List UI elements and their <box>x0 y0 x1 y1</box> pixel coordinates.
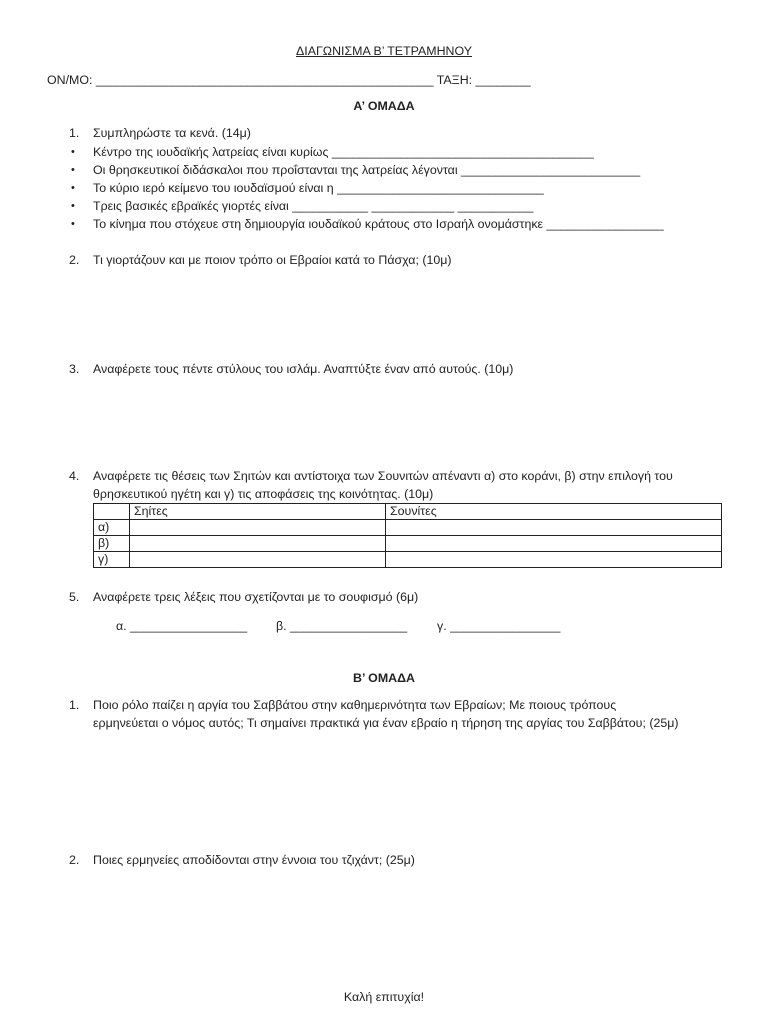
table-row <box>94 520 722 536</box>
group-b-question-1-number: 1. <box>69 698 80 712</box>
comparison-table <box>93 503 722 568</box>
answer-blank-a: α. _________________ <box>116 619 248 633</box>
bullet-icon: • <box>71 146 75 158</box>
question-2-number: 2. <box>69 253 80 267</box>
table-cell <box>386 552 722 568</box>
bullet-icon: • <box>71 164 75 176</box>
question-2-text: Τι γιορτάζουν και με ποιον τρόπο οι Εβραίοι κατά το Πάσχα; (10μ) <box>93 253 452 267</box>
closing-message: Καλή επιτυχία! <box>343 990 425 1004</box>
table-cell <box>130 536 386 552</box>
group-b-title: Β’ ΟΜΑΔΑ <box>353 671 415 685</box>
table-header-cell: Σηίτες <box>130 504 386 520</box>
bullet-icon: • <box>71 182 75 194</box>
question-4-number: 4. <box>69 469 80 483</box>
question-1-text: Συμπληρώστε τα κενά. (14μ) <box>93 126 251 140</box>
table-cell <box>386 520 722 536</box>
table-row-label: γ) <box>94 552 130 568</box>
question-5-text: Αναφέρετε τρεις λέξεις που σχετίζονται με το σουφισμό (6μ) <box>93 590 419 604</box>
table-row-label: α) <box>94 520 130 536</box>
fill-blank-item: Τρεις βασικές εβραϊκές γιορτές είναι ___________ ____________ ___________ <box>93 199 534 213</box>
fill-blank-item: Το κύριο ιερό κείμενο του ιουδαϊσμού είναι η ______________________________ <box>93 181 544 195</box>
table-cell <box>130 520 386 536</box>
group-a-title: Α’ ΟΜΑΔΑ <box>353 99 415 113</box>
bullet-icon: • <box>71 218 75 230</box>
fill-blank-item: Κέντρο της ιουδαϊκής λατρείας είναι κυρίως ______________________________________ <box>93 145 594 159</box>
fill-blank-item: Οι θρησκευτικοί διδάσκαλοι που προΐστανται της λατρείας λέγονται __________________________ <box>93 163 641 177</box>
table-cell <box>386 536 722 552</box>
table-header-row <box>94 504 722 520</box>
table-row-label: β) <box>94 536 130 552</box>
table-header-cell <box>94 504 130 520</box>
table-row <box>94 552 722 568</box>
question-5-number: 5. <box>69 590 80 604</box>
question-4-text-line-2: θρησκευτικού ηγέτη και γ) τις αποφάσεις της κοινότητας. (10μ) <box>93 487 434 501</box>
table-header-cell: Σουνίτες <box>386 504 722 520</box>
group-b-question-2-number: 2. <box>69 853 80 867</box>
question-3-text: Αναφέρετε τους πέντε στύλους του ισλάμ. Αναπτύξτε έναν από αυτούς. (10μ) <box>93 362 514 376</box>
group-b-question-2-text: Ποιες ερμηνείες αποδίδονται στην έννοια του τζιχάντ; (25μ) <box>93 853 415 867</box>
question-4-text-line-1: Αναφέρετε τις θέσεις των Σηιτών και αντίστοιχα των Σουνιτών απέναντι α) στο κοράνι, β) στην επιλογή του <box>93 469 673 483</box>
question-3-number: 3. <box>69 362 80 376</box>
table-row <box>94 536 722 552</box>
group-b-question-1-text-line-2: ερμηνεύεται ο νόμος αυτός; Τι σημαίνει πρακτικά για έναν εβραίο η τήρηση της αργίας του Σαββάτου; (25μ) <box>93 716 679 730</box>
answer-blank-c: γ. ________________ <box>437 619 561 633</box>
question-1-number: 1. <box>69 126 80 140</box>
answer-blank-b: β. _________________ <box>276 619 408 633</box>
name-class-line: ΟΝ/ΜΟ: _________________________________________________ ΤΑΞΗ: ________ <box>47 73 531 87</box>
bullet-icon: • <box>71 200 75 212</box>
fill-blank-item: Το κίνημα που στόχευε στη δημιουργία ιουδαϊκού κράτους στο Ισραήλ ονομάστηκε _________________ <box>93 217 664 231</box>
exam-title: ΔΙΑΓΩΝΙΣΜΑ Β’ ΤΕΤΡΑΜΗΝΟΥ <box>296 44 472 58</box>
group-b-question-1-text-line-1: Ποιο ρόλο παίζει η αργία του Σαββάτου στην καθημερινότητα των Εβραίων; Με ποιους τρόπους <box>93 698 617 712</box>
table-cell <box>130 552 386 568</box>
